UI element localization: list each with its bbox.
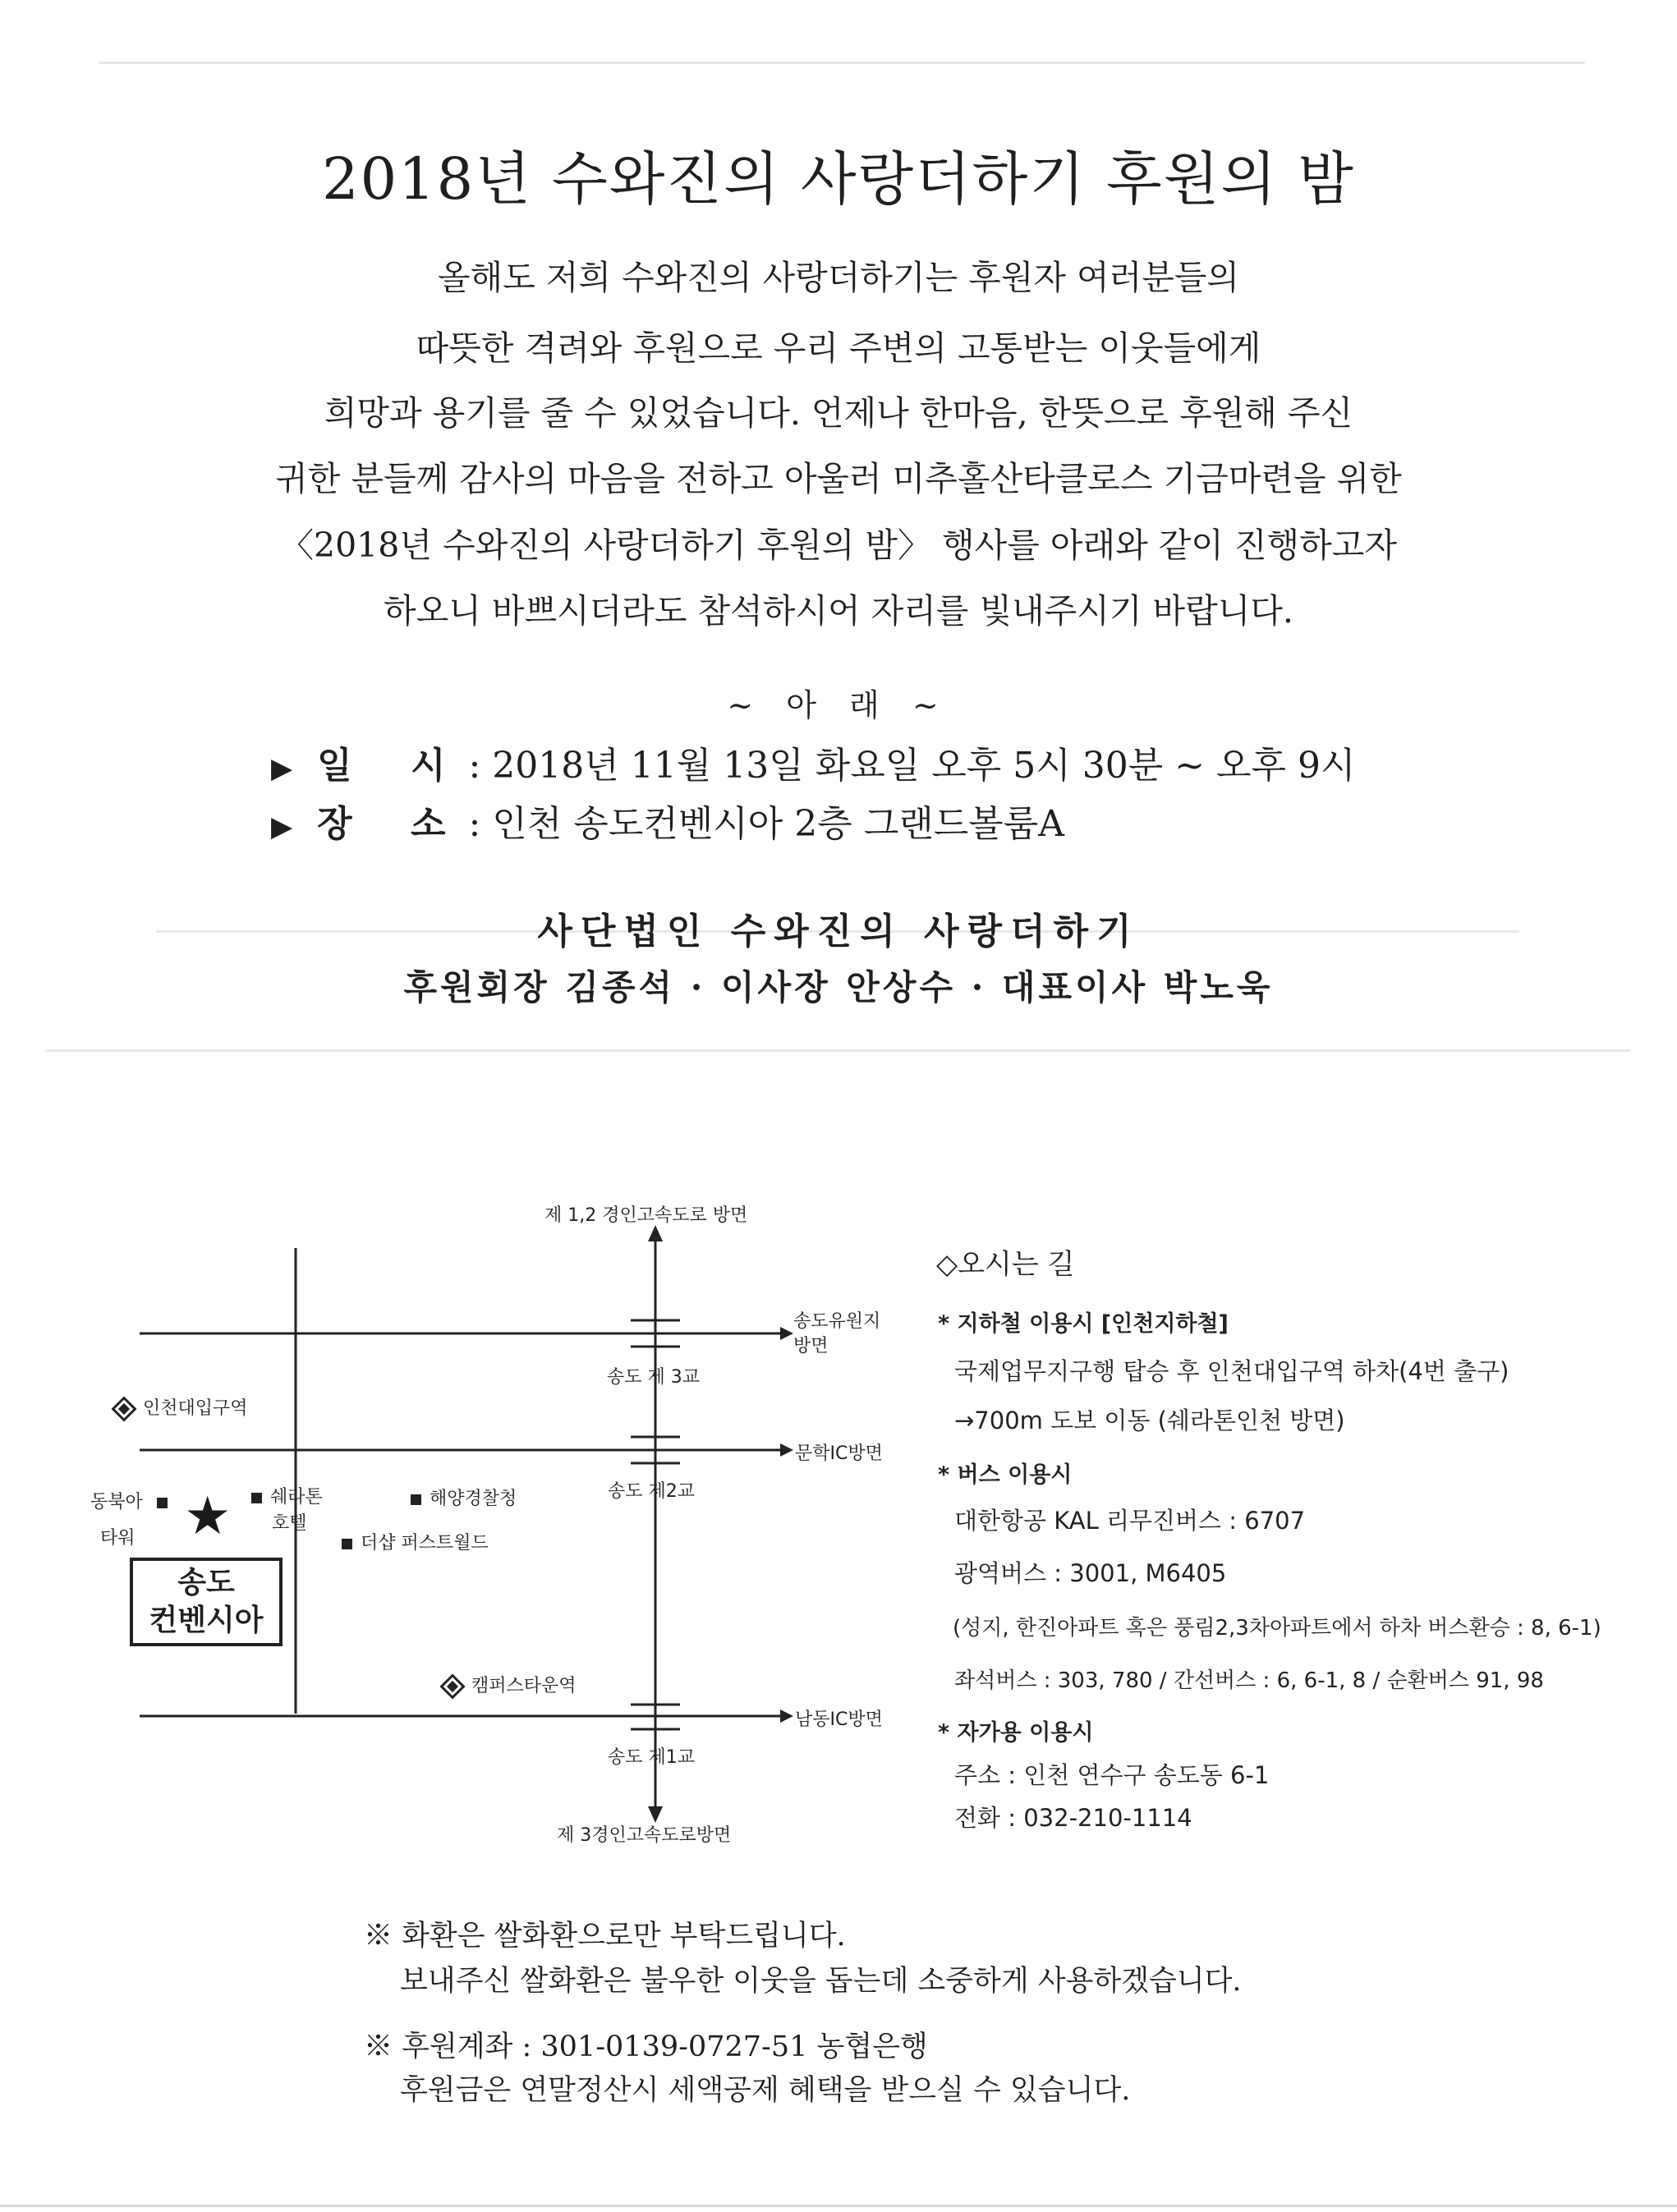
poi-label: 해양경찰청	[430, 1489, 517, 1509]
triangle-bullet-icon: ▶	[271, 810, 293, 843]
south-arrow-icon	[648, 1806, 663, 1823]
subway-line-1: 국제업무지구행 탑승 후 인천대입구역 하차(4번 출구)	[954, 1357, 1509, 1385]
poi-label: 동북아	[90, 1492, 143, 1512]
venue-line-2: 컨벤시아	[149, 1604, 264, 1637]
section-divider	[45, 1049, 1630, 1052]
wreath-note-2: 보내주신 쌀화환은 불우한 이웃을 돕는데 소중하게 사용하겠습니다.	[400, 1965, 1242, 1998]
account-note-2: 후원금은 연말정산시 세액공제 혜택을 받으실 수 있습니다.	[400, 2074, 1131, 2107]
subway-station-icon	[111, 1396, 136, 1421]
map-label-bridge-1: 송도 제1교	[608, 1747, 695, 1768]
subway-title: * 지하철 이용시 [인천지하철]	[938, 1311, 1229, 1337]
intro-line-4: 귀한 분들께 감사의 마음을 전하고 아울러 미추홀산타클로스 기금마련을 위한	[275, 459, 1402, 498]
intro-line-2: 따뜻한 격려와 후원으로 우리 주변의 고통받는 이웃들에게	[416, 328, 1261, 368]
east-arrow-icon	[780, 1443, 793, 1457]
venue-marker	[130, 1558, 283, 1646]
poi-ne-asia-tower	[90, 1485, 168, 1557]
poi-label: 호텔	[272, 1513, 307, 1534]
map-label-east-1	[793, 1310, 880, 1359]
building-icon	[251, 1493, 262, 1503]
bottom-edge-line	[0, 2205, 1677, 2207]
north-arrow-icon	[648, 1225, 663, 1241]
building-icon	[411, 1494, 421, 1505]
map-label-north: 제 1,2 경인고속도로 방면	[544, 1205, 748, 1226]
building-icon	[157, 1498, 168, 1508]
east-1-line-1: 송도유원지	[793, 1311, 881, 1332]
bus-line-1: 대한항공 KAL 리무진버스 : 6707	[954, 1507, 1306, 1535]
venue-line-1: 송도	[177, 1566, 235, 1599]
car-title: * 자가용 이용시	[938, 1720, 1094, 1746]
date-value: : 2018년 11월 13일 화요일 오후 5시 30분 ~ 오후 9시	[468, 745, 1356, 787]
notice-label: ~ 아 래 ~	[727, 687, 950, 723]
place-value: : 인천 송도컨벤시아 2층 그랜드볼룸A	[468, 803, 1065, 845]
triangle-bullet-icon: ▶	[271, 752, 293, 785]
subway-station-icon	[439, 1673, 465, 1699]
poi-label: 타워	[100, 1528, 136, 1549]
station-label: 캠퍼스타운역	[471, 1676, 577, 1696]
directions-heading: ◇오시는 길	[936, 1248, 1075, 1281]
intro-line-1: 올해도 저희 수와진의 사랑더하기는 후원자 여러분들의	[437, 258, 1240, 297]
station-label: 인천대입구역	[143, 1398, 248, 1419]
place-label: 장 소	[317, 803, 469, 845]
bus-title: * 버스 이용시	[938, 1462, 1073, 1488]
venue-star-icon: ★	[184, 1486, 232, 1547]
east-1-line-2: 방면	[793, 1336, 829, 1356]
station-campus-town	[443, 1672, 577, 1697]
poi-label: 쉐라톤	[270, 1487, 323, 1508]
top-divider	[99, 62, 1585, 64]
poi-coast-guard	[411, 1485, 517, 1510]
map-label-east-3: 남동IC방면	[795, 1709, 883, 1730]
map-label-east-2: 문학IC방면	[795, 1443, 883, 1464]
east-arrow-icon	[780, 1709, 793, 1723]
subway-line-2: →700m 도보 이동 (쉐라톤인천 방면)	[954, 1407, 1345, 1434]
organization-leaders: 후원회장 김종석 · 이사장 안상수 · 대표이사 박노욱	[403, 967, 1274, 1007]
intro-line-3: 희망과 용기를 줄 수 있었습니다. 언제나 한마음, 한뜻으로 후원해 주신	[324, 393, 1353, 433]
intro-line-5: 〈2018년 수와진의 사랑더하기 후원의 밤〉 행사를 아래와 같이 진행하고자	[280, 525, 1397, 565]
east-arrow-icon	[780, 1327, 793, 1340]
organization-name: 사단법인 수와진의 사랑더하기	[537, 911, 1140, 952]
bus-line-3: (성지, 한진아파트 혹은 풍림2,3차아파트에서 하차 버스환승 : 8, 6-1)	[953, 1616, 1601, 1641]
account-note-1: ※ 후원계좌 : 301-0139-0727-51 농협은행	[364, 2031, 928, 2063]
poi-label: 더샵 퍼스트월드	[361, 1533, 489, 1553]
date-label: 일 시	[317, 745, 469, 787]
car-line-1: 주소 : 인천 연수구 송도동 6-1	[954, 1761, 1270, 1789]
car-line-2: 전화 : 032-210-1114	[954, 1804, 1192, 1832]
map-label-bridge-2: 송도 제2교	[608, 1481, 695, 1502]
page-title: 2018년 수와진의 사랑더하기 후원의 밤	[322, 145, 1355, 213]
poi-first-world	[342, 1529, 489, 1554]
intro-line-6: 하오니 바쁘시더라도 참석하시어 자리를 빛내주시기 바랍니다.	[384, 591, 1293, 631]
wreath-note-1: ※ 화환은 쌀화환으로만 부탁드립니다.	[364, 1920, 846, 1953]
map-label-bridge-3: 송도 제 3교	[607, 1367, 700, 1388]
bus-line-2: 광역버스 : 3001, M6405	[954, 1559, 1227, 1587]
map-label-south: 제 3경인고속도로방면	[557, 1825, 732, 1846]
event-place	[271, 794, 1064, 847]
event-date	[271, 736, 1356, 788]
bus-line-4: 좌석버스 : 303, 780 / 간선버스 : 6, 6-1, 8 / 순환버스 91, 98	[954, 1668, 1544, 1693]
poi-sheraton-hotel	[251, 1485, 323, 1537]
station-incheon-univ	[115, 1394, 248, 1420]
building-icon	[342, 1539, 352, 1549]
